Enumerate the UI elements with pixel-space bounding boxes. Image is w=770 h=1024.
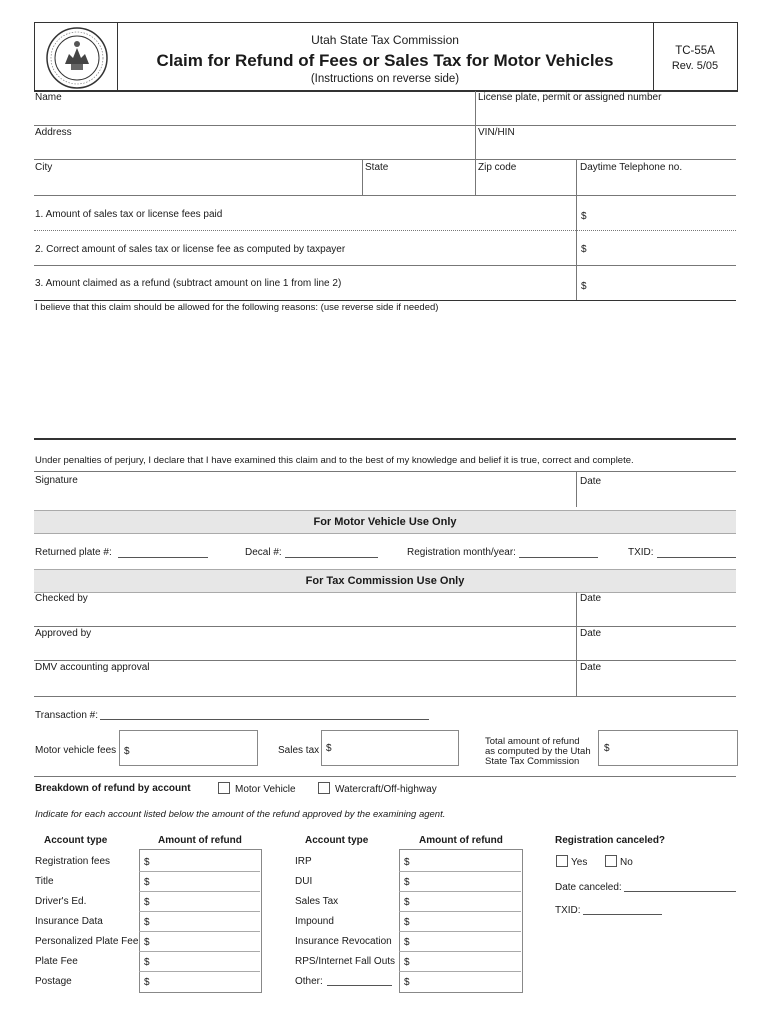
returned-plate-input[interactable] (118, 557, 208, 558)
phone-field[interactable]: Daytime Telephone no. (580, 162, 683, 173)
rc-txid-label: TXID: (555, 905, 581, 916)
vin-field[interactable]: VIN/HIN (478, 127, 515, 138)
watercraft-checkbox[interactable] (318, 782, 330, 794)
breakdown-title: Breakdown of refund by account (35, 783, 191, 794)
right-account-label: Impound (295, 916, 334, 927)
no-checkbox[interactable] (605, 855, 617, 867)
left-amount-input[interactable]: $ (144, 857, 150, 868)
transaction-label: Transaction #: (35, 710, 98, 721)
declaration-text: Under penalties of perjury, I declare that I have examined this claim and to the best of my knowledge and belief it is true, correct and complete. (35, 455, 634, 466)
left-amount-input[interactable]: $ (144, 957, 150, 968)
license-plate-field[interactable]: License plate, permit or assigned number (478, 92, 662, 103)
left-account-label: Personalized Plate Fee (35, 936, 139, 947)
right-account-label: Sales Tax (295, 896, 339, 907)
tc-section-title: For Tax Commission Use Only (34, 569, 736, 593)
checked-date-field[interactable]: Date (580, 593, 602, 604)
watercraft-label: Watercraft/Off-highway (335, 784, 437, 795)
left-col-amount-header: Amount of refund (158, 835, 242, 846)
line-3: 3. Amount claimed as a refund (subtract amount on line 1 from line 2) (35, 278, 342, 289)
right-amount-input[interactable]: $ (404, 897, 410, 908)
form-number: TC-55A (675, 45, 715, 57)
registration-input[interactable] (519, 557, 598, 558)
form-title: Claim for Refund of Fees or Sales Tax for Motor Vehicles (156, 51, 614, 70)
left-account-label: Plate Fee (35, 956, 78, 967)
line-2: 2. Correct amount of sales tax or license fee as computed by taxpayer (35, 244, 346, 255)
agency-name: Utah State Tax Commission (311, 33, 459, 47)
line-3-amount[interactable]: $ (581, 281, 587, 292)
header (34, 22, 738, 91)
approved-date-field[interactable]: Date (580, 628, 602, 639)
left-amount-input[interactable]: $ (144, 897, 150, 908)
total-refund-line-3: State Tax Commission (485, 756, 580, 767)
left-amount-input[interactable]: $ (144, 937, 150, 948)
right-col-account-header: Account type (305, 835, 369, 846)
state-field[interactable]: State (365, 162, 389, 173)
signature-field[interactable]: Signature (35, 475, 78, 486)
left-amount-input[interactable]: $ (144, 917, 150, 928)
mv-fees-label: Motor vehicle fees (35, 745, 117, 756)
rc-txid-input[interactable] (583, 914, 662, 915)
dmv-approval-field[interactable]: DMV accounting approval (35, 662, 150, 673)
breakdown-instruction: Indicate for each account listed below the amount of the refund approved by the examining agent. (35, 809, 446, 820)
left-amount-input[interactable]: $ (144, 877, 150, 888)
checked-by-field[interactable]: Checked by (35, 593, 88, 604)
approved-by-field[interactable]: Approved by (35, 628, 92, 639)
right-amount-input[interactable]: $ (404, 877, 410, 888)
left-account-label: Insurance Data (35, 916, 103, 927)
returned-plate-label: Returned plate #: (35, 547, 112, 558)
right-account-label: Other: (295, 976, 323, 987)
address-field[interactable]: Address (35, 127, 72, 138)
date-canceled-label: Date canceled: (555, 882, 622, 893)
form-revision: Rev. 5/05 (671, 60, 719, 72)
right-amount-input[interactable]: $ (404, 857, 410, 868)
zip-field[interactable]: Zip code (478, 162, 517, 173)
total-refund-dollar: $ (604, 743, 610, 754)
left-amount-input[interactable]: $ (144, 977, 150, 988)
city-field[interactable]: City (35, 162, 53, 173)
form-subtitle: (Instructions on reverse side) (310, 73, 460, 85)
line-1: 1. Amount of sales tax or license fees paid (35, 209, 223, 220)
right-amount-input[interactable]: $ (404, 957, 410, 968)
registration-label: Registration month/year: (407, 547, 516, 558)
motor-vehicle-label: Motor Vehicle (235, 784, 296, 795)
yes-checkbox[interactable] (556, 855, 568, 867)
right-account-label: Insurance Revocation (295, 936, 392, 947)
right-account-label: IRP (295, 856, 312, 867)
right-amount-input[interactable]: $ (404, 937, 410, 948)
registration-canceled-title: Registration canceled? (555, 835, 666, 846)
sales-tax-dollar: $ (326, 743, 332, 754)
dmv-date-field[interactable]: Date (580, 662, 602, 673)
mv-fees-dollar: $ (124, 746, 130, 757)
total-refund-line-1: Total amount of refund (485, 736, 580, 747)
left-account-label: Driver's Ed. (35, 896, 87, 907)
transaction-input[interactable] (100, 719, 429, 720)
signature-date-field[interactable]: Date (580, 476, 602, 487)
yes-label: Yes (571, 857, 588, 868)
left-col-account-header: Account type (44, 835, 108, 846)
total-refund-input[interactable] (598, 730, 738, 766)
sales-tax-label: Sales tax (278, 745, 320, 756)
date-canceled-input[interactable] (624, 891, 736, 892)
mv-txid-label: TXID: (628, 547, 654, 558)
reasons-field[interactable]: I believe that this claim should be allowed for the following reasons: (use reverse side if needed) (35, 302, 439, 313)
right-amount-input[interactable]: $ (404, 977, 410, 988)
line-1-amount[interactable]: $ (581, 211, 587, 222)
motor-vehicle-checkbox[interactable] (218, 782, 230, 794)
left-account-label: Title (35, 876, 54, 887)
left-account-label: Registration fees (35, 856, 111, 867)
right-amount-input[interactable]: $ (404, 917, 410, 928)
total-refund-line-2: as computed by the Utah (485, 746, 591, 757)
no-label: No (620, 857, 633, 868)
right-col-amount-header: Amount of refund (419, 835, 503, 846)
state-seal-icon (45, 26, 109, 95)
mv-section-title: For Motor Vehicle Use Only (34, 510, 736, 534)
mv-fees-input[interactable] (119, 730, 258, 766)
name-field[interactable]: Name (35, 92, 62, 103)
mv-txid-input[interactable] (657, 557, 736, 558)
right-account-label: DUI (295, 876, 313, 887)
line-2-amount[interactable]: $ (581, 244, 587, 255)
decal-input[interactable] (285, 557, 378, 558)
other-account-input[interactable] (327, 985, 392, 986)
sales-tax-input[interactable] (321, 730, 459, 766)
left-account-label: Postage (35, 976, 72, 987)
decal-label: Decal #: (245, 547, 282, 558)
right-account-label: RPS/Internet Fall Outs (295, 956, 396, 967)
